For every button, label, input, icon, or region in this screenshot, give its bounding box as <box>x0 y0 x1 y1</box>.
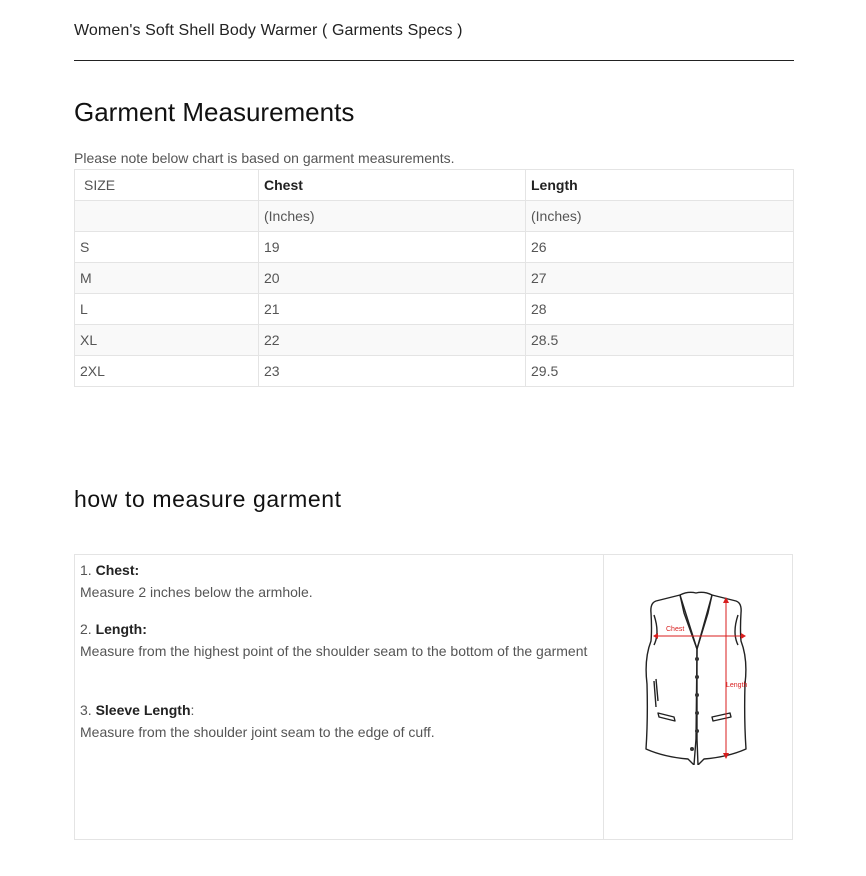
cell-chest: 22 <box>259 325 526 356</box>
unit-chest: (Inches) <box>259 201 526 232</box>
cell-size: M <box>75 263 259 294</box>
step-number: 1. <box>80 562 92 578</box>
cell-chest: 23 <box>259 356 526 387</box>
column-header-length: Length <box>526 170 794 201</box>
step-description: Measure from the highest point of the shoulder seam to the bottom of the garment <box>80 643 588 659</box>
step-label: Sleeve Length <box>95 702 191 718</box>
section-title-how-to-measure: how to measure garment <box>74 486 342 512</box>
section-title-measurements: Garment Measurements <box>74 97 355 127</box>
step-label: Chest: <box>95 562 140 578</box>
table-header-row <box>75 170 794 201</box>
column-header-chest: Chest <box>259 170 526 201</box>
table-row <box>75 232 794 263</box>
table-row <box>75 356 794 387</box>
product-title: Women's Soft Shell Body Warmer ( Garments Specs ) <box>74 22 463 39</box>
cell-size: S <box>75 232 259 263</box>
table-row <box>75 294 794 325</box>
cell-length: 28 <box>526 294 794 325</box>
chest-label: Chest <box>666 626 685 633</box>
column-header-size: SIZE <box>75 170 259 201</box>
cell-size: 2XL <box>75 356 259 387</box>
step-number: 2. <box>80 621 92 637</box>
cell-chest: 21 <box>259 294 526 325</box>
cell-length: 29.5 <box>526 356 794 387</box>
size-chart-table <box>74 169 794 387</box>
cell-length: 26 <box>526 232 794 263</box>
measure-instructions-box <box>74 554 793 840</box>
step-description: Measure from the shoulder joint seam to the edge of cuff. <box>80 724 435 740</box>
vest-diagram <box>640 589 752 765</box>
length-arrow <box>723 597 729 759</box>
vest-diagram-cell <box>604 555 792 839</box>
cell-chest: 20 <box>259 263 526 294</box>
cell-length: 28.5 <box>526 325 794 356</box>
cell-size: XL <box>75 325 259 356</box>
unit-length: (Inches) <box>526 201 794 232</box>
divider <box>74 60 794 61</box>
step-description: Measure 2 inches below the armhole. <box>80 584 313 600</box>
cell-chest: 19 <box>259 232 526 263</box>
step-length <box>80 618 595 662</box>
cell-size: L <box>75 294 259 325</box>
table-unit-row <box>75 201 794 232</box>
table-row <box>75 263 794 294</box>
step-sleeve-length <box>80 699 595 743</box>
table-row <box>75 325 794 356</box>
step-label-suffix: : <box>190 702 195 718</box>
length-label: Length <box>726 682 748 689</box>
step-label: Length: <box>95 621 147 637</box>
step-chest <box>80 559 595 603</box>
cell-length: 27 <box>526 263 794 294</box>
chart-note: Please note below chart is based on garment measurements. <box>74 150 455 166</box>
step-number: 3. <box>80 702 92 718</box>
unit-size <box>75 201 259 232</box>
measure-steps <box>75 555 604 839</box>
